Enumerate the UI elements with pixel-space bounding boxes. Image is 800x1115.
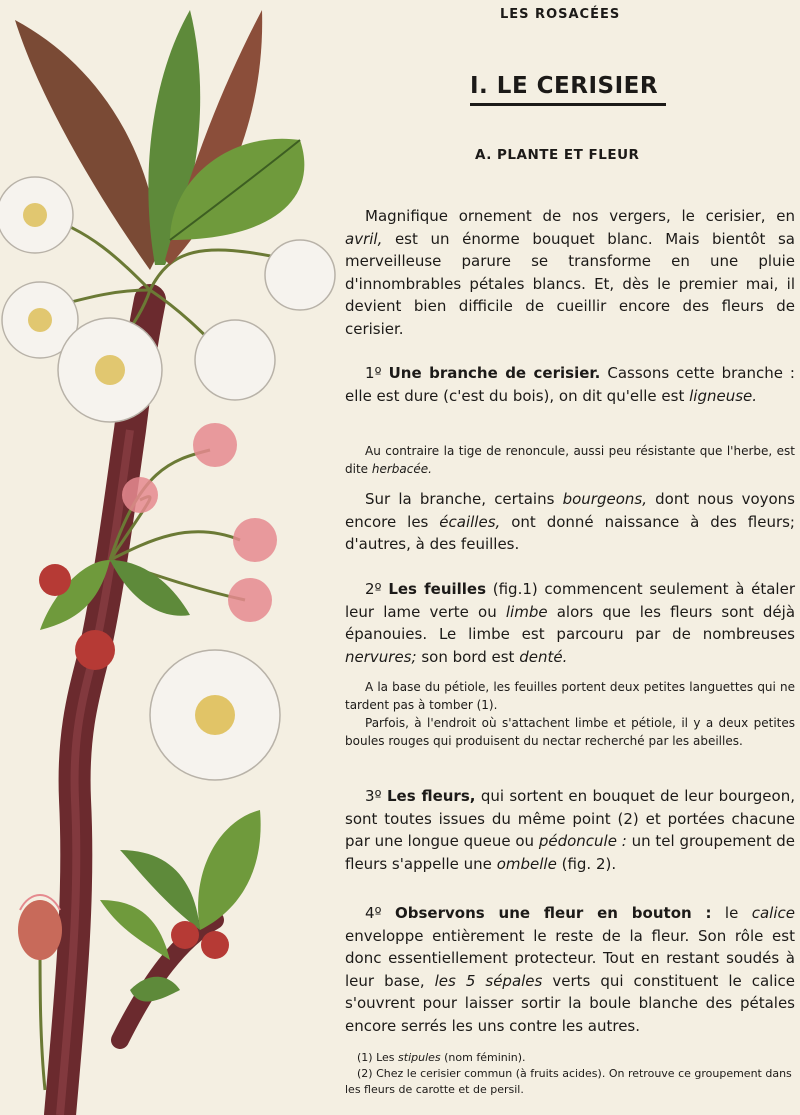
item-1-note-italic: herbacée. bbox=[371, 462, 432, 476]
item-4-it1: calice bbox=[751, 904, 795, 922]
intro-italic: avril, bbox=[345, 229, 383, 248]
item-3-ref: (2) bbox=[617, 809, 639, 828]
item-3-it1: pédoncule : bbox=[538, 832, 627, 850]
item-1-italic: ligneuse. bbox=[689, 386, 758, 405]
item-1-note bbox=[345, 442, 795, 478]
item-2-note-1-ref: (1). bbox=[476, 698, 498, 712]
item-1-heading: Une branche de cerisier. bbox=[388, 364, 601, 382]
flower-bud bbox=[18, 895, 62, 960]
item-2-c: son bord est bbox=[421, 647, 515, 666]
item-1-note-text: Au contraire la tige de renoncule, aussi peu résistante que l'herbe, est dite bbox=[345, 444, 795, 476]
item-1-number: 1º bbox=[365, 364, 382, 382]
flower-open bbox=[150, 650, 280, 780]
item-4-number: 4º bbox=[365, 904, 382, 922]
item-1-more-a: Sur la branche, certains bbox=[365, 490, 555, 508]
item-2-paragraph bbox=[345, 578, 795, 668]
intro-paragraph bbox=[345, 205, 795, 340]
item-3-c: un tel groupement de fleurs s'appelle une bbox=[345, 832, 796, 873]
footnote-1-number: (1) bbox=[357, 1051, 373, 1064]
item-2-it2: nervures; bbox=[345, 647, 417, 666]
footnote-2-number: (2) bbox=[357, 1067, 373, 1080]
item-2-note-2-text: Parfois, à l'endroit où s'attachent limbe et pétiole, il y a deux petites boules rouges qui produisent du nectar recherché par les abeilles. bbox=[345, 716, 795, 748]
item-4-heading: Observons une fleur en bouton : bbox=[395, 904, 712, 922]
item-2-it3: denté. bbox=[519, 647, 568, 666]
item-4-paragraph bbox=[345, 902, 795, 1037]
item-3-number: 3º bbox=[365, 787, 382, 805]
footnote-1-italic: stipules bbox=[398, 1051, 441, 1064]
item-2-note-1 bbox=[345, 678, 795, 714]
item-4-b: enveloppe entièrement le reste de la fleur. Son rôle est donc essentiellement protecteur. Tout en restant soudés à leur base, bbox=[345, 926, 795, 990]
footnote-1 bbox=[345, 1050, 795, 1066]
item-2-it1: limbe bbox=[505, 602, 548, 621]
item-2-heading: Les feuilles bbox=[388, 580, 487, 598]
footnotes bbox=[345, 1050, 795, 1098]
item-3-it2: ombelle bbox=[496, 854, 557, 873]
chapter-title: I. LE CERISIER bbox=[470, 73, 666, 106]
item-1-more-b: dont nous voyons encore les bbox=[345, 490, 795, 531]
item-3-paragraph bbox=[345, 785, 795, 875]
item-1-more bbox=[345, 488, 795, 556]
item-3-b: et portées chacune par une longue queue ou bbox=[345, 809, 795, 850]
item-2-note-2 bbox=[345, 714, 795, 750]
item-3-a: qui sortent en bouquet de leur bourgeon, sont toutes issues du même point bbox=[345, 787, 795, 828]
footnote-2 bbox=[345, 1066, 795, 1098]
item-1-text: Cassons cette branche : elle est dure (c'est du bois), on dit qu'elle est bbox=[345, 364, 795, 405]
item-1-more-it1: bourgeons, bbox=[562, 490, 647, 508]
footnote-1-a: Les bbox=[376, 1051, 395, 1064]
item-3-d: (fig. 2). bbox=[561, 854, 617, 873]
item-2-a: (fig.1) commencent seulement à étaler leur lame verte ou bbox=[345, 580, 795, 621]
item-4-it2: les 5 sépales bbox=[434, 971, 543, 990]
intro-text-2: est un énorme bouquet blanc. Mais bientôt sa merveilleuse parure se transforme en une pluie d'innombrables pétales blancs. Et, dès le premier mai, il devient bien difficile de cueillir encore des fleurs de cerisier. bbox=[345, 229, 795, 338]
item-1-more-c: ont donné naissance à des fleurs; d'autres, à des feuilles. bbox=[345, 512, 795, 553]
footnote-1-b: (nom féminin). bbox=[444, 1051, 526, 1064]
running-head: LES ROSACÉES bbox=[500, 7, 621, 22]
cherry-branch-illustration bbox=[0, 0, 345, 1115]
footnote-2-text: Chez le cerisier commun (à fruits acides). On retrouve ce groupement dans les fleurs de carotte et de persil. bbox=[345, 1067, 792, 1096]
item-4-a: le bbox=[724, 904, 739, 922]
item-2-b: alors que les fleurs sont déjà épanouies. Le limbe est parcouru par de nombreuses bbox=[345, 602, 796, 643]
item-3-heading: Les fleurs, bbox=[386, 787, 476, 805]
item-1-more-it2: écailles, bbox=[439, 512, 501, 531]
item-2-number: 2º bbox=[365, 580, 382, 598]
item-1-paragraph bbox=[345, 362, 795, 407]
intro-text-1: Magnifique ornement de nos vergers, le cerisier, en bbox=[365, 207, 795, 225]
item-2-note-1-text: A la base du pétiole, les feuilles portent deux petites languettes qui ne tardent pas à tomber bbox=[345, 680, 795, 712]
section-title: A. PLANTE ET FLEUR bbox=[475, 147, 640, 163]
item-4-c: verts qui constituent le calice s'ouvrent pour laisser sortir la boule blanche des pétales encore serrés les uns contre les autres. bbox=[345, 971, 795, 1035]
